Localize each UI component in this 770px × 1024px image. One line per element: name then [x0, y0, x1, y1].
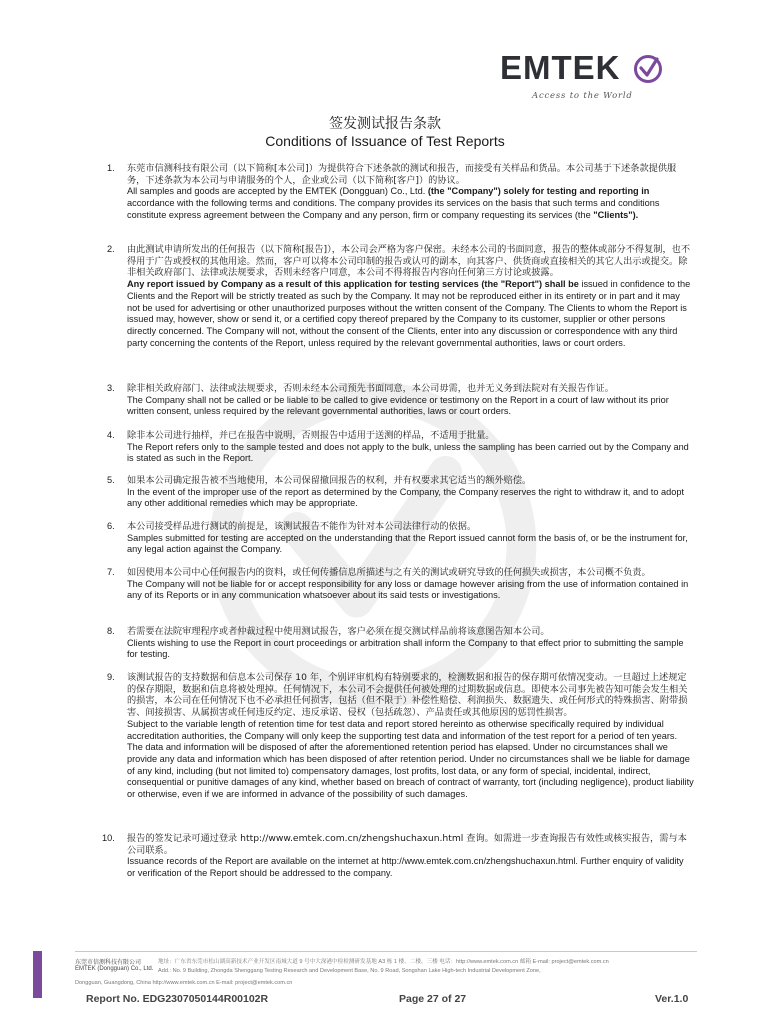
footer-address-cn: 地址：广东省东莞市松山湖高新技术产业开发区南城大道 9 号中大深港中检检测研发基地 A3 栋 1 楼、二楼、三楼 电话：http://www.emtek.com.cn 邮箱 E-mail: project@emtek.com.cn	[158, 959, 609, 965]
clause-number: 9.	[107, 672, 115, 682]
clause-text-en: Issuance records of the Report are available on the internet at http://www.emtek.com.cn/zhengshuchaxun.html. Further enquiry of validity or verification of the Report should be addressed to the company.	[127, 856, 684, 879]
clause-text-en: The Company will not be liable for or accept responsibility for any loss or damage however arising from the use of information contained in any of its Reports or in any communication whatsoever about its said tests or investigations.	[127, 578, 689, 601]
version-label: Ver.1.0	[655, 993, 689, 1005]
clause-1	[108, 163, 694, 222]
clause-3	[108, 383, 694, 418]
clause-number: 6.	[107, 521, 115, 531]
clause-9	[108, 672, 694, 801]
footer-divider	[75, 951, 697, 952]
clause-7	[108, 567, 694, 602]
clause-number: 10.	[102, 833, 115, 843]
clause-text-en: The Company shall not be called or be liable to be called to give evidence or testimony on the Report in a court of law without its prior written consent, unless required by the relevant governmental authorities, laws or court orders.	[127, 394, 669, 417]
title-english: Conditions of Issuance of Test Reports	[265, 133, 505, 149]
clause-text-en: In the event of the improper use of the report as determined by the Company, the Company reserves the right to withdraw it, and to adopt any other additional remedies which may be appropriate.	[127, 486, 685, 509]
page-number: Page 27 of 27	[399, 993, 467, 1005]
clause-text-cn: 报告的签发记录可通过登录 http://www.emtek.com.cn/zhengshuchaxun.html 查询。如需进一步查询报告有效性或核实报告，需与本公司联系。	[127, 833, 687, 856]
clause-text-cn: 由此测试申请所发出的任何报告（以下简称[报告]），本公司会严格为客户保密。未经本公司的书面同意，报告的整体或部分不得复制，也不得用于广告或授权的其他用途。然而，客户可以将本公司印制的报告或认可的副本，向其客户、供货商或直接相关的其它人出示或提交。除非相关政府部门、法律或法规要求，否则未经客户同意，本公司不得将报告内容向任何第三方讨论或披露。	[127, 244, 691, 279]
logo-text: EMTEK	[500, 49, 621, 86]
logo-tagline: Access to the World	[532, 91, 633, 101]
clause-text-cn: 若需要在法院审理程序或者仲裁过程中使用测试报告，客户必须在提交测试样品前将该意图告知本公司。	[127, 626, 550, 637]
footer-company-cn: 东莞市信测科技有限公司	[75, 960, 142, 966]
clause-text-cn: 除非相关政府部门、法律或法规要求，否则未经本公司预先书面同意，本公司毋需，也并无义务到法院对有关报告作证。	[127, 383, 614, 394]
report-number: Report No. EDG2307050144R00102R	[86, 993, 269, 1005]
clause-text-en: Any report issued by Company as a result of this application for testing services (the "Report") shall be issued in confidence to the Clients and the Report will be strictly treated as such by the Company. It may not be reproduced either in its entirety or in part and it may not be used for advertising or other unauthorized purposes without the written consent of the Company. The Clients to whom the Report is issued may, however, show or send it, or a certified copy thereof prepared by the Company to its customer, supplier or other persons directly concerned. The Company will not, without the consent of the Clients, enter into any discussion or correspondence with any third party concerning the contents of the Report, unless required by the relevant governmental authorities, laws or court orders.	[127, 279, 691, 348]
clause-number: 3.	[107, 383, 115, 393]
footer-accent-bar	[33, 951, 42, 998]
logo-check-icon	[633, 52, 663, 86]
clause-text-en: Subject to the variable length of retention time for test data and report stored hereinto as otherwise specifically required by individual accreditation authorities, the Company will only keep the supporting test data and information of the test report for a period of ten years. The data and information will be disposed of after the aforementioned retention period has elapsed. Under no circumstances shall we provide any data and information which has been disposed of after retention period. Under no circumstances shall we be liable for damage of any kind, including (but not limited to) compensatory damages, lost profits, lost data, or any form of special, incidental, indirect, consequential or punitive damages of any kind, whether based on breach of contract of warranty, tort (including negligence), product liability or otherwise, even if we are informed in advance of the possibility of such damages.	[127, 718, 694, 800]
clause-10	[102, 833, 694, 880]
footer-address-en: Add.: No. 9 Building, Zhongda Shenggang Testing Research and Development Base, No. 9 Road, Songshan Lake High-tech Industrial Development Zone,	[158, 968, 541, 974]
clause-text-cn: 该测试报告的支持数据和信息本公司保存 10 年，个别评审机构有特别要求的，检测数据和报告的保存期可依情况变动。一旦超过上述规定的保存期限，数据和信息将被处理掉。任何情况下，本公司不会提供任何被处理的过期数据或信息。即使本公司事先被告知可能会发生相关的损害，本公司在任何情况下也不必承担任何损害，包括（但不限于）补偿性赔偿、利润损失、数据遗失、或任何形式的特殊损害、附带损害、间接损害、从属损害或任何违反约定、违反承诺、侵权（包括疏忽）、产品责任或其他原因的惩罚性损害。	[127, 672, 688, 719]
footer-address-en-2: Dongguan, Guangdong, China http://www.emtek.com.cn E-mail: project@emtek.com.cn	[75, 980, 293, 986]
clause-5	[108, 475, 694, 510]
clause-text-en: All samples and goods are accepted by the EMTEK (Dongguan) Co., Ltd. (the "Company") solely for testing and reporting in accordance with the following terms and conditions. The company provides its services on the basis that such terms and conditions constitute express agreement between the Company and any person, firm or company requesting its services (the "Clients").	[127, 186, 660, 220]
clause-8	[108, 626, 694, 661]
clause-text-cn: 除非本公司进行抽样，并已在报告中说明，否则报告中适用于送测的样品，不适用于批量。	[127, 430, 495, 441]
clause-text-cn: 东莞市信测科技有限公司（以下简称[本公司]）为提供符合下述条款的测试和报告，而接受有关样品和货品。本公司基于下述条款提供服务，下述条款为本公司与申请服务的个人，企业或公司（以下简称[客户]）的协议。	[127, 163, 677, 186]
clause-number: 2.	[107, 244, 115, 254]
clause-number: 5.	[107, 475, 115, 485]
clause-text-en: Samples submitted for testing are accepted on the understanding that the Report issued cannot form the basis of, or be the instrument for, any legal action against the Company.	[127, 532, 688, 555]
clause-number: 4.	[107, 430, 115, 440]
title-chinese: 签发测试报告条款	[329, 115, 441, 131]
clause-number: 7.	[107, 567, 115, 577]
clause-6	[108, 521, 694, 556]
clause-text-en: The Report refers only to the sample tested and does not apply to the bulk, unless the sampling has been carried out by the Company and is stated as such in the Report.	[127, 441, 689, 464]
clause-text-cn: 如果本公司确定报告被不当地使用，本公司保留撤回报告的权利，并有权要求其它适当的额外赔偿。	[127, 475, 532, 486]
clause-text-cn: 本公司接受样品进行测试的前提是，该测试报告不能作为针对本公司法律行动的依据。	[127, 521, 477, 532]
clause-text-en: Clients wishing to use the Report in court proceedings or arbitration shall inform the Company to that effect prior to submitting the sample for testing.	[127, 637, 684, 660]
clause-2	[108, 244, 694, 349]
emtek-logo	[500, 50, 670, 105]
footer-company-en: EMTEK (Dongguan) Co., Ltd.	[75, 966, 154, 972]
clause-4	[108, 430, 694, 465]
clause-number: 8.	[107, 626, 115, 636]
clause-number: 1.	[107, 163, 115, 173]
clause-text-cn: 如因使用本公司中心任何报告内的资料，或任何传播信息所描述与之有关的测试或研究导致的任何损失或损害，本公司概不负责。	[127, 567, 651, 578]
